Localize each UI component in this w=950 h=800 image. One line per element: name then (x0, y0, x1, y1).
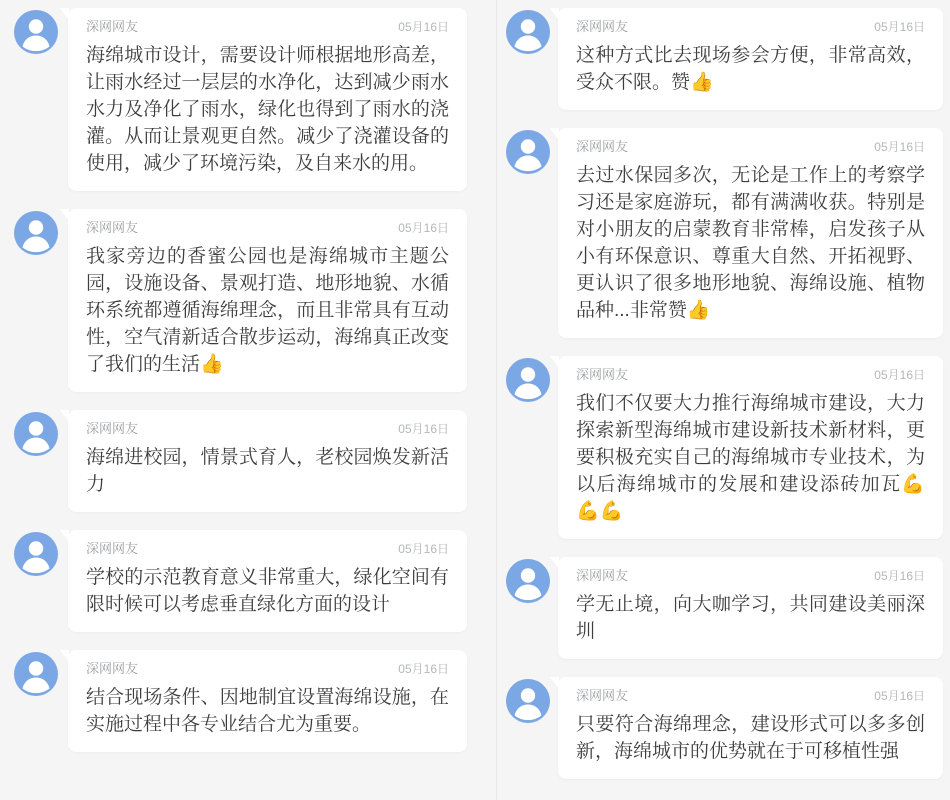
comment-bubble (68, 650, 467, 752)
comment-date: 05月16日 (874, 140, 925, 154)
comment-username: 深网网友 (576, 19, 629, 34)
comment-bubble (68, 530, 467, 632)
comment-username: 深网网友 (86, 220, 139, 235)
person-icon (14, 211, 58, 255)
comment-item (14, 8, 467, 191)
comment-text: 只要符合海绵理念，建设形式可以多多创新，海绵城市的优势就在于可移植性强 (576, 714, 925, 762)
comment-date: 05月16日 (398, 20, 449, 34)
comment-meta (576, 567, 925, 585)
comments-column-right (497, 0, 950, 800)
comment-bubble (68, 410, 467, 512)
comment-meta (86, 660, 449, 678)
comment-username: 深网网友 (86, 19, 139, 34)
comment-date: 05月16日 (398, 221, 449, 235)
comment-date: 05月16日 (874, 689, 925, 703)
comment-item (506, 557, 943, 659)
comment-text: 我们不仅要大力推行海绵城市建设，大力探索新型海绵城市建设新技术新材料，更要积极充实自己的海绵城市专业技术，为以后海绵城市的发展和建设添砖加瓦💪💪💪 (576, 393, 925, 522)
person-icon (506, 679, 550, 723)
comment-date: 05月16日 (398, 422, 449, 436)
comment-text: 结合现场条件、因地制宜设置海绵设施，在实施过程中各专业结合尤为重要。 (86, 687, 449, 735)
comment-bubble (558, 128, 943, 338)
comment-meta (86, 18, 449, 36)
comment-meta (576, 18, 925, 36)
comment-username: 深网网友 (576, 688, 629, 703)
comment-text: 这种方式比去现场参会方便，非常高效，受众不限。赞👍 (576, 45, 925, 93)
comment-meta (576, 687, 925, 705)
comment-bubble (68, 8, 467, 191)
comment-text: 海绵进校园，情景式育人，老校园焕发新活力 (86, 447, 449, 495)
comment-username: 深网网友 (86, 661, 139, 676)
person-icon (14, 652, 58, 696)
comment-meta (86, 420, 449, 438)
comment-item (14, 410, 467, 512)
comment-text: 海绵城市设计，需要设计师根据地形高差，让雨水经过一层层的水净化，达到减少雨水水力及净化了雨水，绿化也得到了雨水的浇灌。从而让景观更自然。减少了浇灌设备的使用，减少了环境污染，及自来水的用。 (86, 45, 449, 174)
comment-item (506, 128, 943, 338)
comment-item (506, 677, 943, 779)
comment-username: 深网网友 (576, 568, 629, 583)
comment-date: 05月16日 (874, 368, 925, 382)
comment-bubble (558, 8, 943, 110)
comment-username: 深网网友 (86, 421, 139, 436)
comment-username: 深网网友 (86, 541, 139, 556)
comment-item (14, 650, 467, 752)
comment-item (14, 209, 467, 392)
person-icon (506, 10, 550, 54)
comment-date: 05月16日 (874, 20, 925, 34)
person-icon (506, 358, 550, 402)
comment-text: 去过水保园多次，无论是工作上的考察学习还是家庭游玩，都有满满收获。特别是对小朋友的启蒙教育非常棒，启发孩子从小有环保意识、尊重大自然、开拓视野、更认识了很多地形地貌、海绵设施、植物品种...非常赞👍 (576, 165, 925, 321)
comment-date: 05月16日 (398, 662, 449, 676)
person-icon (506, 559, 550, 603)
comment-meta (86, 540, 449, 558)
comment-bubble (558, 557, 943, 659)
comment-bubble (558, 356, 943, 539)
comment-username: 深网网友 (576, 139, 629, 154)
comment-text: 学无止境，向大咖学习，共同建设美丽深圳 (576, 594, 925, 642)
comment-date: 05月16日 (398, 542, 449, 556)
person-icon (14, 10, 58, 54)
person-icon (14, 412, 58, 456)
comment-text: 学校的示范教育意义非常重大，绿化空间有限时候可以考虑垂直绿化方面的设计 (86, 567, 449, 615)
comment-bubble (68, 209, 467, 392)
comment-text: 我家旁边的香蜜公园也是海绵城市主题公园，设施设备、景观打造、地形地貌、水循环系统都遵循海绵理念，而且非常具有互动性，空气清新适合散步运动，海绵真正改变了我们的生活👍 (86, 246, 449, 375)
comment-username: 深网网友 (576, 367, 629, 382)
comment-date: 05月16日 (874, 569, 925, 583)
comment-item (14, 530, 467, 632)
comment-meta (576, 366, 925, 384)
comment-bubble (558, 677, 943, 779)
person-icon (14, 532, 58, 576)
comment-meta (576, 138, 925, 156)
comment-item (506, 8, 943, 110)
person-icon (506, 130, 550, 174)
comment-meta (86, 219, 449, 237)
comment-item (506, 356, 943, 539)
